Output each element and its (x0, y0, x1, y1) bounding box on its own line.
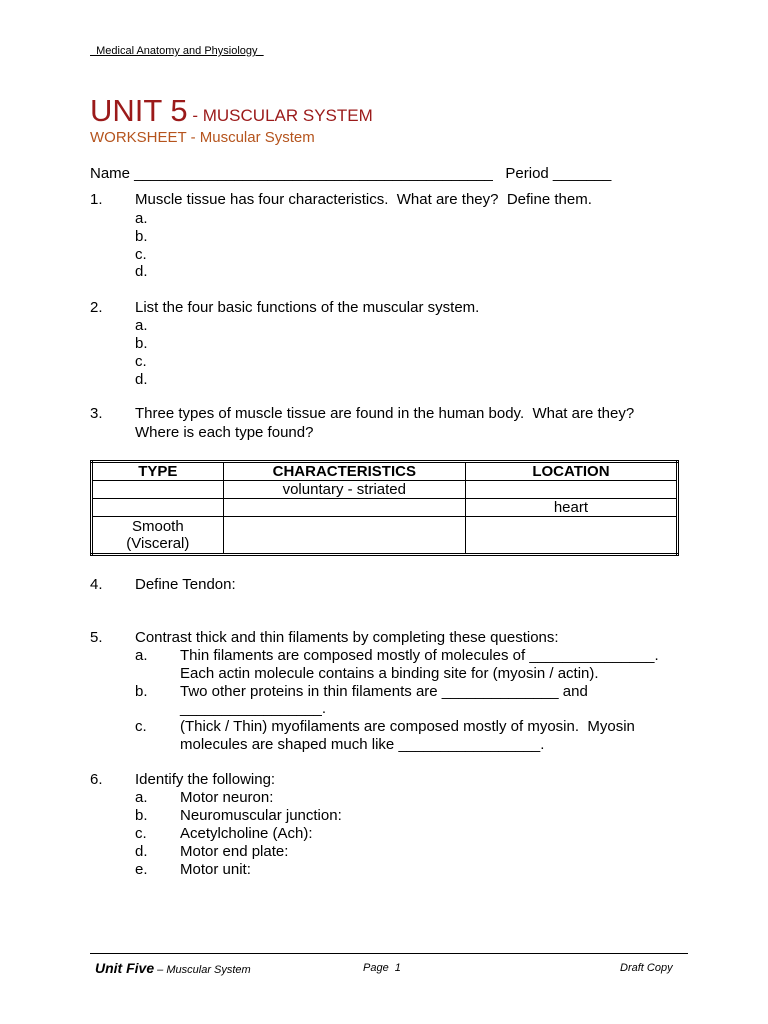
table-cell: Smooth (Visceral) (92, 517, 224, 555)
q6-number: 6. (90, 771, 103, 788)
q6-letter-c: c. (135, 825, 147, 842)
name-period-line: Name ___________________________________________ Period _______ (90, 165, 612, 182)
q5-c-line2: molecules are shaped much like _________________. (180, 736, 545, 753)
table-row (92, 517, 678, 555)
q6-item-neuromuscular-junction: Neuromuscular junction: (180, 807, 342, 824)
q1-text: Muscle tissue has four characteristics. What are they? Define them. (135, 191, 592, 208)
q5-letter-b: b. (135, 683, 148, 700)
table-cell[interactable] (92, 499, 224, 517)
q1-letter-b: b. (135, 228, 148, 245)
table-cell: voluntary - striated (223, 481, 465, 499)
q6-letter-b: b. (135, 807, 148, 824)
q1-letter-c: c. (135, 246, 147, 263)
q1-letter-d: d. (135, 263, 148, 280)
table-cell: heart (465, 499, 677, 517)
q2-number: 2. (90, 299, 103, 316)
q2-letter-d: d. (135, 371, 148, 388)
table-row (92, 499, 678, 517)
q5-c-line1: (Thick / Thin) myofilaments are composed mostly of myosin. Myosin (180, 718, 635, 735)
q3-number: 3. (90, 405, 103, 422)
q6-item-motor-unit: Motor unit: (180, 861, 251, 878)
q6-letter-a: a. (135, 789, 148, 806)
q2-letter-b: b. (135, 335, 148, 352)
q2-text: List the four basic functions of the muscular system. (135, 299, 480, 316)
q5-letter-a: a. (135, 647, 148, 664)
table-cell[interactable] (223, 517, 465, 555)
q2-letter-c: c. (135, 353, 147, 370)
worksheet-title: WORKSHEET - Muscular System (90, 129, 315, 146)
table-header-row (92, 462, 678, 481)
table-header-location: LOCATION (465, 462, 677, 481)
course-header: Medical Anatomy and Physiology (90, 45, 264, 57)
q6-letter-e: e. (135, 861, 148, 878)
table-cell[interactable] (465, 517, 677, 555)
q6-item-motor-neuron: Motor neuron: (180, 789, 274, 806)
q1-letter-a: a. (135, 210, 148, 227)
footer-page-number: Page 1 (363, 962, 401, 974)
table-cell[interactable] (92, 481, 224, 499)
q1-number: 1. (90, 191, 103, 208)
q5-number: 5. (90, 629, 103, 646)
q4-text: Define Tendon: (135, 576, 236, 593)
q2-letter-a: a. (135, 317, 148, 334)
q3-text-line1: Three types of muscle tissue are found in the human body. What are they? (135, 405, 635, 422)
q5-a-line2: Each actin molecule contains a binding site for (myosin / actin). (180, 665, 599, 682)
unit-subtitle: - MUSCULAR SYSTEM (187, 106, 373, 125)
unit-number: UNIT 5 (90, 93, 188, 128)
table-header-characteristics: CHARACTERISTICS (223, 462, 465, 481)
muscle-types-table (90, 460, 679, 556)
q5-b-line2: _________________. (180, 700, 326, 717)
footer-unit-subtitle: – Muscular System (154, 964, 251, 976)
footer-divider (90, 953, 688, 954)
footer-draft-status: Draft Copy (620, 962, 673, 974)
q5-letter-c: c. (135, 718, 147, 735)
footer-unit (95, 960, 251, 976)
table-header-type: TYPE (92, 462, 224, 481)
footer-unit-name: Unit Five (95, 960, 155, 976)
q3-text-line2: Where is each type found? (135, 424, 314, 441)
q4-number: 4. (90, 576, 103, 593)
q6-item-acetylcholine: Acetylcholine (Ach): (180, 825, 313, 842)
table-row (92, 481, 678, 499)
q6-letter-d: d. (135, 843, 148, 860)
q5-b-line1: Two other proteins in thin filaments are ______________ and (180, 683, 588, 700)
table-cell[interactable] (223, 499, 465, 517)
q5-text: Contrast thick and thin filaments by completing these questions: (135, 629, 559, 646)
unit-title (90, 93, 373, 134)
q5-a-line1: Thin filaments are composed mostly of molecules of _______________. (180, 647, 659, 664)
q6-item-motor-end-plate: Motor end plate: (180, 843, 289, 860)
table-cell[interactable] (465, 481, 677, 499)
q6-text: Identify the following: (135, 771, 276, 788)
